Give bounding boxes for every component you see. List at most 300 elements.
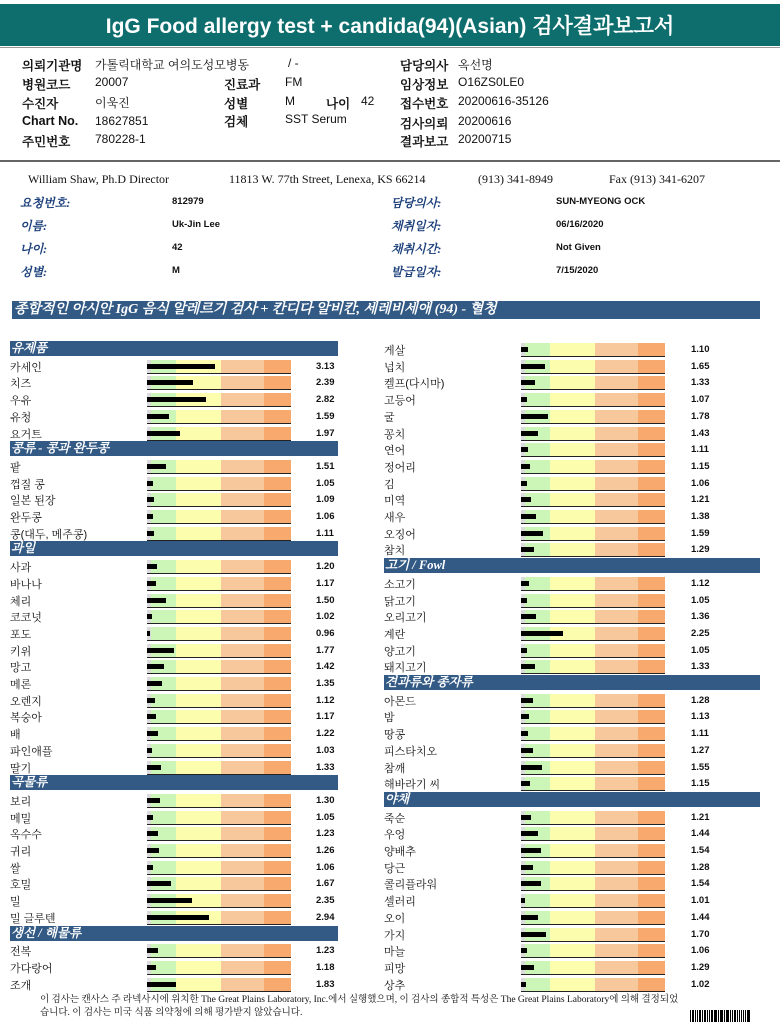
food-row [10, 909, 338, 926]
scale-zone [638, 510, 665, 523]
scale-zone [264, 577, 291, 590]
food-row [10, 525, 338, 542]
food-name: 오렌지 [10, 695, 42, 708]
food-value: 1.59 [316, 410, 335, 422]
food-value: 1.06 [316, 861, 335, 873]
scale-zone [638, 610, 665, 623]
value-bar [147, 982, 176, 987]
value-bar [147, 731, 158, 736]
scale-zone [638, 410, 665, 423]
food-value: 1.21 [691, 494, 710, 506]
food-row [10, 625, 338, 642]
scale-zone [264, 410, 291, 423]
food-value: 1.05 [691, 644, 710, 656]
category-header: 콩류 - 콩과 완두콩 [10, 441, 338, 456]
food-name: 해바라기 씨 [384, 779, 441, 792]
food-name: 셀러리 [384, 896, 416, 909]
scale-zone [638, 978, 665, 991]
scale-zone [176, 694, 221, 707]
barcode-line [697, 1010, 698, 1022]
scale-zone [550, 978, 595, 991]
scale-zone [595, 811, 638, 824]
scale-zone [264, 861, 291, 874]
scale-zone [221, 894, 264, 907]
barcode-line [724, 1010, 725, 1022]
value-bar [521, 648, 527, 653]
food-name: 상추 [384, 979, 406, 992]
food-name: 닭고기 [384, 595, 416, 608]
value-bar [521, 781, 530, 786]
scale-zone [221, 827, 264, 840]
barcode-line [745, 1010, 746, 1022]
footer-text: 이 검사는 캔사스 주 라넥사시에 위치한 The Great Plains Laboratory, Inc.에서 실행했으며, 이 검사의 종합적 특성은 The Great Plains Laboratory에 의해 결정되었습니다. 이 검사는 미국 식품 의약청에 의해 평가받지 않았습니다. [40, 995, 679, 1018]
value-bar [521, 698, 533, 703]
reactivity-scale [521, 510, 665, 523]
food-row [384, 959, 760, 976]
scale-zone [595, 360, 638, 373]
scale-zone [264, 527, 291, 540]
scale-zone [264, 677, 291, 690]
scale-zone [264, 894, 291, 907]
scale-zone [595, 827, 638, 840]
food-row [10, 875, 338, 892]
reactivity-scale [521, 543, 665, 556]
reactivity-scale [521, 761, 665, 774]
food-row [10, 692, 338, 709]
reactivity-scale [147, 944, 291, 957]
scale-zone [176, 794, 221, 807]
food-name: 정어리 [384, 461, 416, 474]
scale-zone [638, 360, 665, 373]
barcode-line [695, 1010, 696, 1022]
food-name: 아몬드 [384, 695, 416, 708]
age-value: 42 [172, 242, 183, 253]
food-value: 1.29 [691, 544, 710, 556]
food-value: 1.11 [691, 728, 709, 740]
food-value: 1.17 [316, 711, 335, 723]
food-name: 쌀 [10, 862, 21, 875]
scale-zone [221, 427, 264, 440]
food-value: 1.28 [691, 861, 710, 873]
scale-zone [221, 727, 264, 740]
scale-zone [638, 427, 665, 440]
food-name: 오리고기 [384, 612, 427, 625]
reactivity-scale [521, 460, 665, 473]
doctor-value: 옥선명 [458, 58, 493, 72]
scale-zone [595, 660, 638, 673]
food-name: 조개 [10, 979, 32, 992]
food-name: 양배추 [384, 846, 416, 858]
food-value: 1.10 [691, 344, 710, 355]
scale-zone [525, 343, 550, 356]
value-bar [521, 898, 525, 903]
food-value: 1.33 [691, 661, 710, 673]
barcode-line [714, 1010, 717, 1022]
food-value: 1.59 [691, 527, 710, 539]
barcode-line [739, 1010, 740, 1022]
scale-zone [176, 427, 221, 440]
scale-zone [151, 861, 176, 874]
food-row [384, 759, 760, 776]
food-row [10, 725, 338, 742]
food-value: 1.83 [316, 978, 335, 990]
scale-zone [221, 510, 264, 523]
food-name: 새우 [384, 512, 406, 524]
food-name: 게살 [384, 345, 406, 357]
scale-zone [525, 644, 550, 657]
barcode-line [743, 1010, 744, 1022]
food-name: 배 [10, 729, 21, 742]
value-bar [147, 898, 192, 903]
reactivity-scale [147, 477, 291, 490]
food-name: 미역 [384, 495, 406, 508]
value-bar [147, 714, 156, 719]
scale-zone [176, 978, 221, 991]
food-name: 마늘 [384, 946, 406, 959]
food-name: 돼지고기 [384, 662, 427, 675]
reactivity-scale [147, 460, 291, 473]
food-value: 1.06 [316, 511, 335, 522]
food-row [10, 959, 338, 976]
scale-zone [221, 877, 264, 890]
scale-zone [550, 660, 595, 673]
food-row [384, 441, 760, 458]
food-name: 켈프(다시마) [384, 378, 445, 391]
report-header [22, 52, 762, 152]
scale-zone [550, 727, 595, 740]
food-name: 딸기 [10, 762, 32, 775]
value-bar [147, 564, 157, 569]
scale-zone [595, 727, 638, 740]
value-bar [521, 598, 527, 603]
food-row [10, 842, 338, 859]
scale-zone [176, 510, 221, 523]
reactivity-scale [521, 861, 665, 874]
food-name: 참치 [384, 545, 406, 558]
food-row [10, 658, 338, 675]
scale-zone [550, 694, 595, 707]
scale-zone [176, 594, 221, 607]
food-name: 파인애플 [10, 745, 53, 758]
value-bar [521, 881, 541, 886]
scale-zone [638, 594, 665, 607]
scale-zone [221, 560, 264, 573]
food-name: 넙치 [384, 361, 406, 374]
age-value: 42 [361, 94, 375, 108]
scale-zone [264, 460, 291, 473]
value-bar [147, 765, 161, 770]
scale-zone [638, 694, 665, 707]
scale-zone [595, 610, 638, 623]
food-value: 1.23 [316, 828, 335, 840]
dept-value: FM [285, 75, 303, 89]
scale-zone [221, 644, 264, 657]
divider [0, 47, 780, 48]
food-value: 1.06 [691, 477, 710, 489]
food-row [384, 809, 760, 826]
food-row [384, 692, 760, 709]
scale-zone [595, 427, 638, 440]
value-bar [147, 831, 158, 836]
food-row [10, 575, 338, 592]
receipt-value: 20200616-35126 [458, 94, 549, 108]
food-value: 1.26 [316, 845, 335, 856]
scale-zone [221, 677, 264, 690]
food-row [384, 391, 760, 408]
food-row [384, 658, 760, 675]
food-row [384, 508, 760, 525]
food-value: 1.55 [691, 761, 710, 773]
value-bar [147, 598, 166, 603]
scale-zone [264, 978, 291, 991]
scale-zone [638, 761, 665, 774]
scale-zone [595, 460, 638, 473]
scale-zone [264, 727, 291, 740]
food-row [384, 708, 760, 725]
food-name: 옥수수 [10, 829, 42, 842]
scale-zone [550, 527, 595, 540]
report-date-value: 20200715 [458, 132, 512, 146]
reactivity-scale [147, 827, 291, 840]
scale-zone [264, 427, 291, 440]
scale-zone [595, 527, 638, 540]
food-value: 1.54 [691, 845, 710, 856]
scale-zone [595, 744, 638, 757]
food-value: 1.44 [691, 911, 710, 923]
food-value: 1.02 [316, 611, 335, 623]
scale-zone [595, 627, 638, 640]
food-value: 1.97 [316, 427, 335, 439]
value-bar [147, 514, 153, 519]
scale-zone [221, 961, 264, 974]
scale-zone [550, 610, 595, 623]
scale-zone [221, 594, 264, 607]
scale-zone [264, 493, 291, 506]
food-row [10, 391, 338, 408]
scale-zone [176, 844, 221, 857]
food-value: 1.05 [691, 594, 710, 606]
food-row [384, 842, 760, 859]
food-name: 사과 [10, 562, 32, 575]
scale-zone [595, 761, 638, 774]
request-value: 20200616 [458, 114, 512, 128]
value-bar [521, 848, 541, 853]
value-bar [521, 631, 563, 636]
scale-zone [176, 761, 221, 774]
value-bar [521, 581, 529, 586]
scale-axis [147, 991, 291, 992]
scale-zone [151, 610, 176, 623]
scale-zone [176, 577, 221, 590]
reactivity-scale [147, 577, 291, 590]
scale-zone [176, 627, 221, 640]
scale-zone [221, 410, 264, 423]
food-name: 밤 [384, 712, 395, 725]
reactivity-scale [521, 443, 665, 456]
food-name: 메론 [10, 679, 32, 691]
scale-zone [264, 794, 291, 807]
scale-zone [638, 343, 665, 356]
food-row [384, 541, 760, 558]
food-value: 2.39 [316, 377, 335, 389]
scale-zone [176, 560, 221, 573]
scale-zone [525, 894, 550, 907]
reactivity-scale [147, 694, 291, 707]
value-bar [521, 948, 527, 953]
food-row [384, 525, 760, 542]
food-name: 고등어 [384, 395, 416, 408]
scale-zone [151, 694, 176, 707]
scale-zone [638, 376, 665, 389]
scale-zone [151, 627, 176, 640]
food-row [10, 608, 338, 625]
food-name: 오징어 [384, 528, 416, 541]
food-value: 1.30 [316, 794, 335, 806]
value-bar [521, 982, 526, 987]
scale-zone [595, 477, 638, 490]
scale-zone [221, 627, 264, 640]
food-name: 꽁치 [384, 428, 406, 441]
value-bar [521, 531, 543, 536]
institution-value: 가톨릭대학교 여의도성모병동 [95, 58, 250, 72]
scale-zone [151, 744, 176, 757]
id-label: 주민번호 [22, 135, 71, 149]
scale-zone [638, 527, 665, 540]
report-title [0, 4, 780, 46]
sex-label: 성별 [224, 97, 249, 111]
value-bar [147, 865, 153, 870]
value-bar [521, 497, 531, 502]
reactivity-scale [521, 393, 665, 406]
food-name: 키위 [10, 645, 32, 658]
food-row [10, 859, 338, 876]
reactivity-scale [521, 427, 665, 440]
food-name: 요거트 [10, 428, 42, 441]
food-row [384, 374, 760, 391]
value-bar [521, 464, 530, 469]
scale-zone [638, 877, 665, 890]
food-name: 메밀 [10, 812, 32, 825]
scale-zone [176, 944, 221, 957]
scale-zone [221, 360, 264, 373]
value-bar [521, 714, 529, 719]
scale-zone [638, 460, 665, 473]
scale-zone [550, 928, 595, 941]
food-value: 1.65 [691, 360, 710, 372]
food-name: 밀 [10, 896, 21, 909]
food-name: 죽순 [384, 812, 406, 825]
scale-zone [595, 710, 638, 723]
reactivity-scale [147, 677, 291, 690]
value-bar [521, 614, 536, 619]
scale-zone [176, 877, 221, 890]
receipt-label: 접수번호 [400, 97, 449, 111]
value-bar [521, 865, 533, 870]
food-value: 1.33 [316, 761, 335, 773]
category-header: 과일 [10, 541, 338, 556]
reactivity-scale [521, 911, 665, 924]
scale-zone [151, 527, 176, 540]
food-name: 보리 [10, 795, 32, 808]
barcode-line [690, 1010, 691, 1022]
food-row [10, 458, 338, 475]
reactivity-scale [147, 710, 291, 723]
food-name: 전복 [10, 946, 32, 959]
scale-zone [221, 794, 264, 807]
scale-zone [221, 577, 264, 590]
scale-zone [264, 627, 291, 640]
scale-zone [595, 694, 638, 707]
reactivity-scale [521, 477, 665, 490]
panel-title [12, 301, 760, 319]
food-name: 복숭아 [10, 712, 42, 725]
scale-zone [221, 660, 264, 673]
value-bar [147, 631, 150, 636]
food-value: 1.13 [691, 711, 710, 723]
food-name: 가다랑어 [10, 962, 53, 975]
scale-zone [221, 393, 264, 406]
value-bar [521, 765, 542, 770]
sex-value: M [172, 265, 180, 276]
request-label: 검사의뢰 [400, 117, 449, 131]
scale-zone [595, 978, 638, 991]
scale-zone [595, 393, 638, 406]
scale-zone [595, 944, 638, 957]
food-name: 망고 [10, 662, 32, 675]
food-row [10, 475, 338, 492]
scale-zone [264, 594, 291, 607]
name-label: 이름: [20, 219, 48, 233]
report-date-label: 결과보고 [400, 135, 449, 149]
value-bar [521, 397, 527, 402]
scale-zone [595, 543, 638, 556]
food-row [10, 976, 338, 993]
coll-time-value: Not Given [556, 242, 601, 253]
food-name: 굴 [384, 411, 395, 424]
barcode-line [720, 1010, 721, 1022]
barcode-line [726, 1010, 729, 1022]
scale-zone [595, 777, 638, 790]
scale-zone [638, 577, 665, 590]
food-name: 체리 [10, 595, 32, 608]
scale-zone [550, 861, 595, 874]
value-bar [521, 380, 535, 385]
scale-zone [638, 777, 665, 790]
scale-zone [176, 827, 221, 840]
food-row [10, 809, 338, 826]
value-bar [147, 481, 153, 486]
reactivity-scale [521, 944, 665, 957]
reactivity-scale [521, 827, 665, 840]
scale-zone [550, 777, 595, 790]
food-name: 포도 [10, 628, 32, 641]
scale-zone [264, 360, 291, 373]
value-bar [147, 848, 159, 853]
food-name: 양고기 [384, 645, 416, 658]
scale-zone [550, 427, 595, 440]
scale-zone [264, 877, 291, 890]
food-value: 2.25 [691, 627, 710, 639]
food-value: 0.96 [316, 627, 335, 639]
food-name: 참깨 [384, 762, 406, 775]
scale-zone [176, 744, 221, 757]
value-bar [147, 915, 209, 920]
coll-date-label: 채취일자: [391, 219, 442, 233]
category-header: 생선 / 해물류 [10, 926, 338, 941]
food-name: 밀 글루텐 [10, 912, 56, 925]
lab-phone: (913) 341-8949 [478, 172, 553, 186]
value-bar [521, 514, 536, 519]
